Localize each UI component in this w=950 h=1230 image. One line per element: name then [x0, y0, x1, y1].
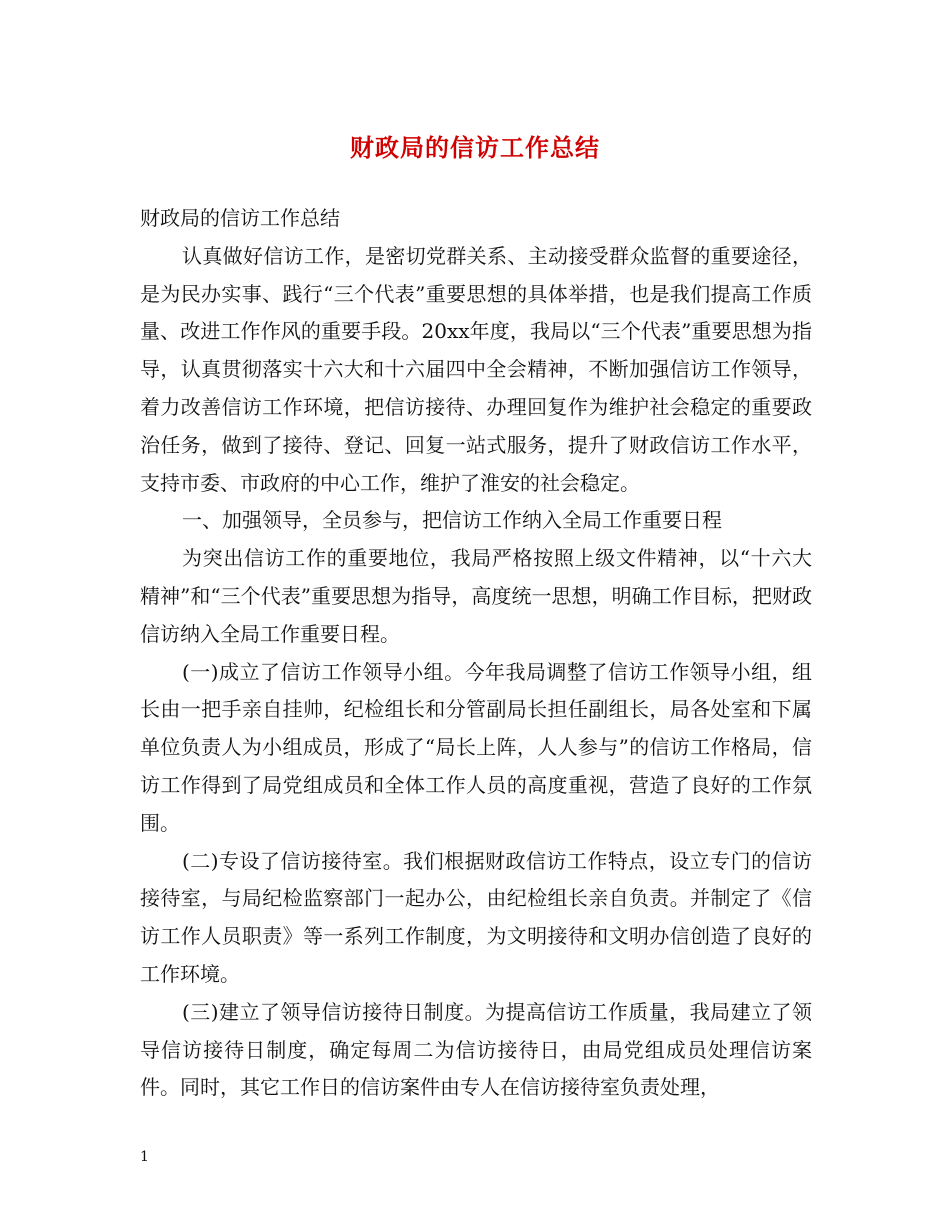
- document-title: 财政局的信访工作总结: [350, 133, 600, 162]
- intro-paragraph: 认真做好信访工作，是密切党群关系、主动接受群众监督的重要途径，是为民办实事、践行“三个代表”重要思想的具体举措，也是我们提高工作质量、改进工作作风的重要手段。20xx年度，我局以“三个代表”重要思想为指导，认真贯彻落实十六大和十六届四中全会精神，不断加强信访工作领导，着力改善信访工作环境，把信访接待、办理回复作为维护社会稳定的重要政治任务，做到了接待、登记、回复一站式服务，提升了财政信访工作水平，支持市委、市政府的中心工作，维护了淮安的社会稳定。: [140, 243, 812, 495]
- section-paragraph: 为突出信访工作的重要地位，我局严格按照上级文件精神，以“十六大精神”和“三个代表”重要思想为指导，高度统一思想，明确工作目标，把财政信访纳入全局工作重要日程。: [140, 546, 812, 646]
- section-heading: 一、加强领导，全员参与，把信访工作纳入全局工作重要日程: [182, 508, 722, 533]
- subtitle-paragraph: 财政局的信访工作总结: [140, 206, 340, 230]
- item-paragraph-1: (一)成立了信访工作领导小组。今年我局调整了信访工作领导小组，组长由一把手亲自挂帅，纪检组长和分管副局长担任副组长，局各处室和下属单位负责人为小组成员，形成了“局长上阵，人人参与”的信访工作格局，信访工作得到了局党组成员和全体工作人员的高度重视，营造了良好的工作氛围。: [140, 659, 812, 835]
- item-paragraph-3: (三)建立了领导信访接待日制度。为提高信访工作质量，我局建立了领导信访接待日制度，确定每周二为信访接待日，由局党组成员处理信访案件。同时，其它工作日的信访案件由专人在信访接待室负责处理，: [140, 999, 812, 1100]
- item-paragraph-2: (二)专设了信访接待室。我们根据财政信访工作特点，设立专门的信访接待室，与局纪检监察部门一起办公，由纪检组长亲自负责。并制定了《信访工作人员职责》等一系列工作制度，为文明接待和文明办信创造了良好的工作环境。: [140, 848, 812, 986]
- document-body: [140, 200, 812, 1107]
- page-number: 1: [140, 1149, 149, 1165]
